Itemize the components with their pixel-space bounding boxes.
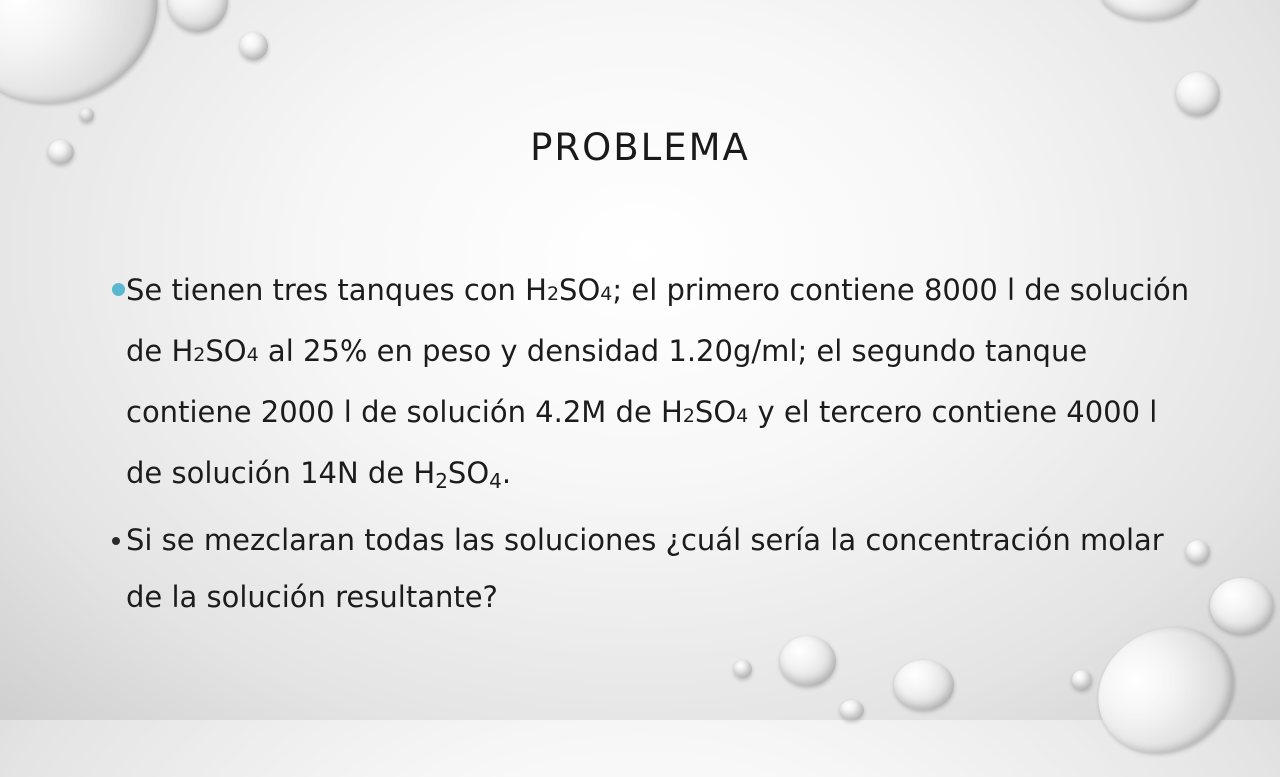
- water-drop-decoration: [734, 660, 752, 678]
- water-drop-decoration: [240, 32, 268, 60]
- water-drop-decoration: [168, 0, 228, 32]
- water-drop-decoration: [780, 636, 836, 686]
- bullet-problem-statement: Se tienen tres tanques con H2SO4; el primero contiene 8000 l de solución de H2SO4 al 25% en peso y densidad 1.20g/ml; el segundo tanque contiene 2000 l de solución 4.2M de H2SO4 y el tercero contiene 4000 l de solución 14N de $H_2SO_4$.: [112, 262, 1192, 510]
- slide-content: [112, 262, 1192, 626]
- water-drop-decoration: [840, 700, 864, 720]
- water-drop-decoration: [80, 108, 94, 122]
- water-drop-decoration: [1072, 670, 1092, 690]
- water-drop-decoration: [1176, 72, 1220, 116]
- water-drop-decoration: [894, 660, 954, 710]
- slide-title: PROBLEMA: [530, 126, 750, 169]
- bullet-question: Si se mezclaran todas las soluciones ¿cuál sería la concentración molar de la solución resultante?: [112, 512, 1192, 626]
- water-drop-decoration: [1210, 578, 1274, 634]
- water-drop-decoration: [1100, 0, 1200, 20]
